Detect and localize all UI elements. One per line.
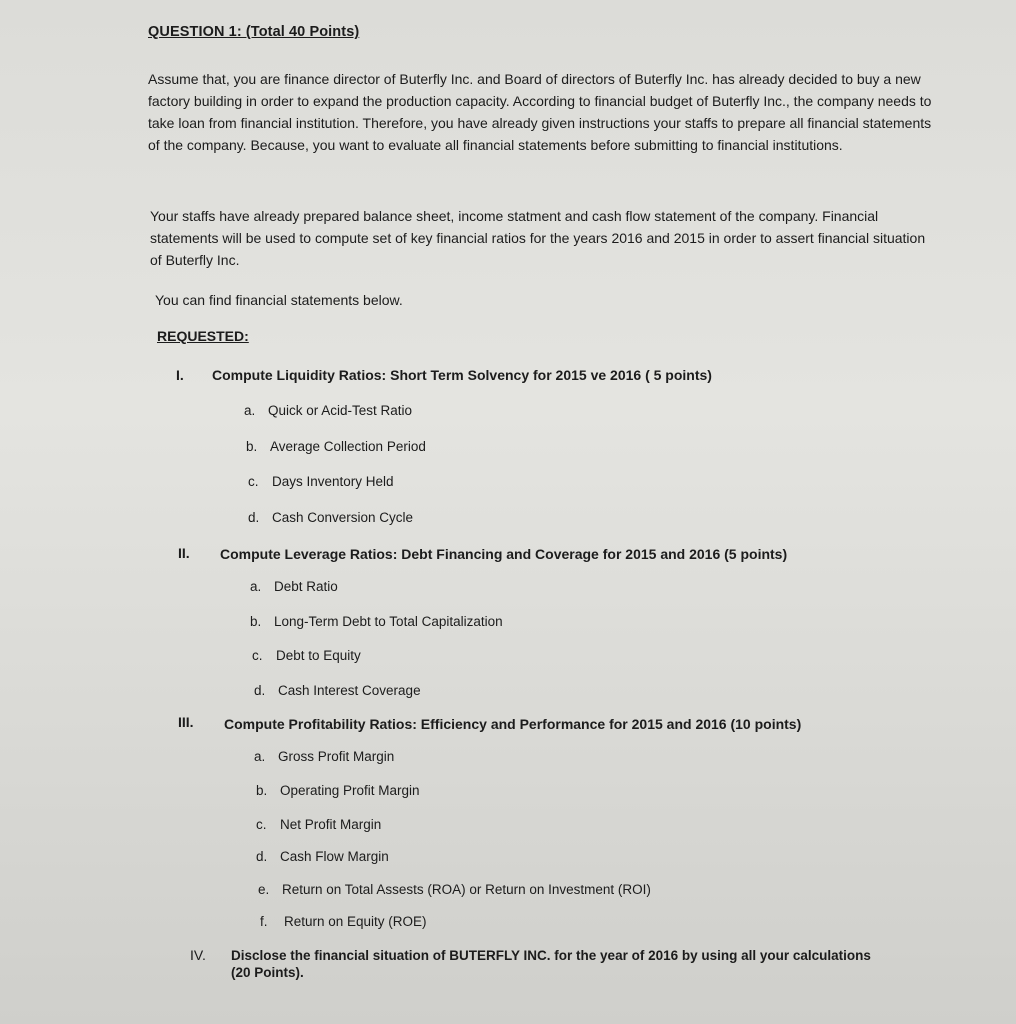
section-4-numeral: IV. [190, 947, 206, 963]
requested-heading: REQUESTED: [157, 328, 249, 344]
item-letter: b. [246, 439, 258, 454]
section-1-item-c [248, 474, 394, 489]
section-3-item-e [258, 882, 651, 897]
item-text: Cash Flow Margin [280, 849, 389, 864]
item-letter: d. [256, 849, 268, 864]
item-text: Quick or Acid-Test Ratio [268, 403, 413, 418]
section-3-item-b [256, 783, 420, 798]
item-letter: c. [252, 648, 263, 663]
item-letter: a. [254, 749, 266, 764]
item-letter: d. [248, 510, 260, 525]
item-letter: a. [244, 403, 256, 418]
section-2-item-b [250, 614, 503, 629]
section-2-heading: Compute Leverage Ratios: Debt Financing and Coverage for 2015 and 2016 (5 points) [220, 546, 788, 562]
section-1-numeral: I. [176, 367, 184, 383]
section-3-heading: Compute Profitability Ratios: Efficiency and Performance for 2015 and 2016 (10 points) [224, 716, 802, 732]
item-text: Days Inventory Held [272, 474, 394, 489]
section-2-numeral: II. [178, 545, 190, 561]
section-4-heading: Disclose the financial situation of BUTERFLY INC. for the year of 2016 by using all your calculations (20 Points). [231, 948, 871, 980]
item-text: Return on Total Assests (ROA) or Return on Investment (ROI) [282, 882, 651, 897]
section-2-item-a [250, 579, 338, 594]
section-1-item-a [244, 403, 412, 418]
item-letter: a. [250, 579, 262, 594]
item-letter: c. [248, 474, 259, 489]
section-1-heading: Compute Liquidity Ratios: Short Term Solvency for 2015 ve 2016 ( 5 points) [212, 367, 712, 383]
item-text: Cash Conversion Cycle [272, 510, 414, 525]
item-text: Net Profit Margin [280, 817, 382, 832]
section-3-item-d [256, 849, 389, 864]
section-1-item-b [246, 439, 426, 454]
section-1-item-d [248, 510, 413, 525]
item-text: Gross Profit Margin [278, 749, 395, 764]
item-letter: b. [250, 614, 262, 629]
item-letter: e. [258, 882, 270, 897]
intro-paragraph: Assume that, you are finance director of Buterfly Inc. and Board of directors of Buterfly Inc. has already decided to buy a new factory building in order to expand the production capacity. According to financial budget of Buterfly Inc., the company needs to take loan from financial institution. Therefore, you have already given instructions your staffs to prepare all financial statements of the company. Because, you want to evaluate all financial statements before submitting to financial institutions. [148, 71, 932, 153]
item-text: Operating Profit Margin [280, 783, 420, 798]
statements-note: You can find financial statements below. [155, 292, 403, 308]
item-text: Average Collection Period [270, 439, 426, 454]
item-letter: b. [256, 783, 268, 798]
section-3-item-a [254, 749, 394, 764]
item-text: Long-Term Debt to Total Capitalization [274, 614, 503, 629]
item-text: Debt to Equity [276, 648, 361, 663]
section-2-item-d [254, 683, 421, 698]
item-letter: c. [256, 817, 267, 832]
item-text: Debt Ratio [274, 579, 338, 594]
item-text: Cash Interest Coverage [278, 683, 421, 698]
item-text: Return on Equity (ROE) [284, 914, 427, 929]
staff-paragraph: Your staffs have already prepared balance sheet, income statment and cash flow statement of the company. Financial statements will be used to compute set of key financial ratios for the years 2016 and 2015 in order to assert financial situation of Buterfly Inc. [150, 208, 926, 268]
question-title: QUESTION 1: (Total 40 Points) [148, 24, 360, 40]
section-3-numeral: III. [178, 714, 194, 730]
item-letter: f. [260, 914, 268, 929]
section-3-item-c [256, 817, 381, 832]
section-2-item-c [252, 648, 361, 663]
section-3-item-f [260, 914, 427, 929]
item-letter: d. [254, 683, 266, 698]
